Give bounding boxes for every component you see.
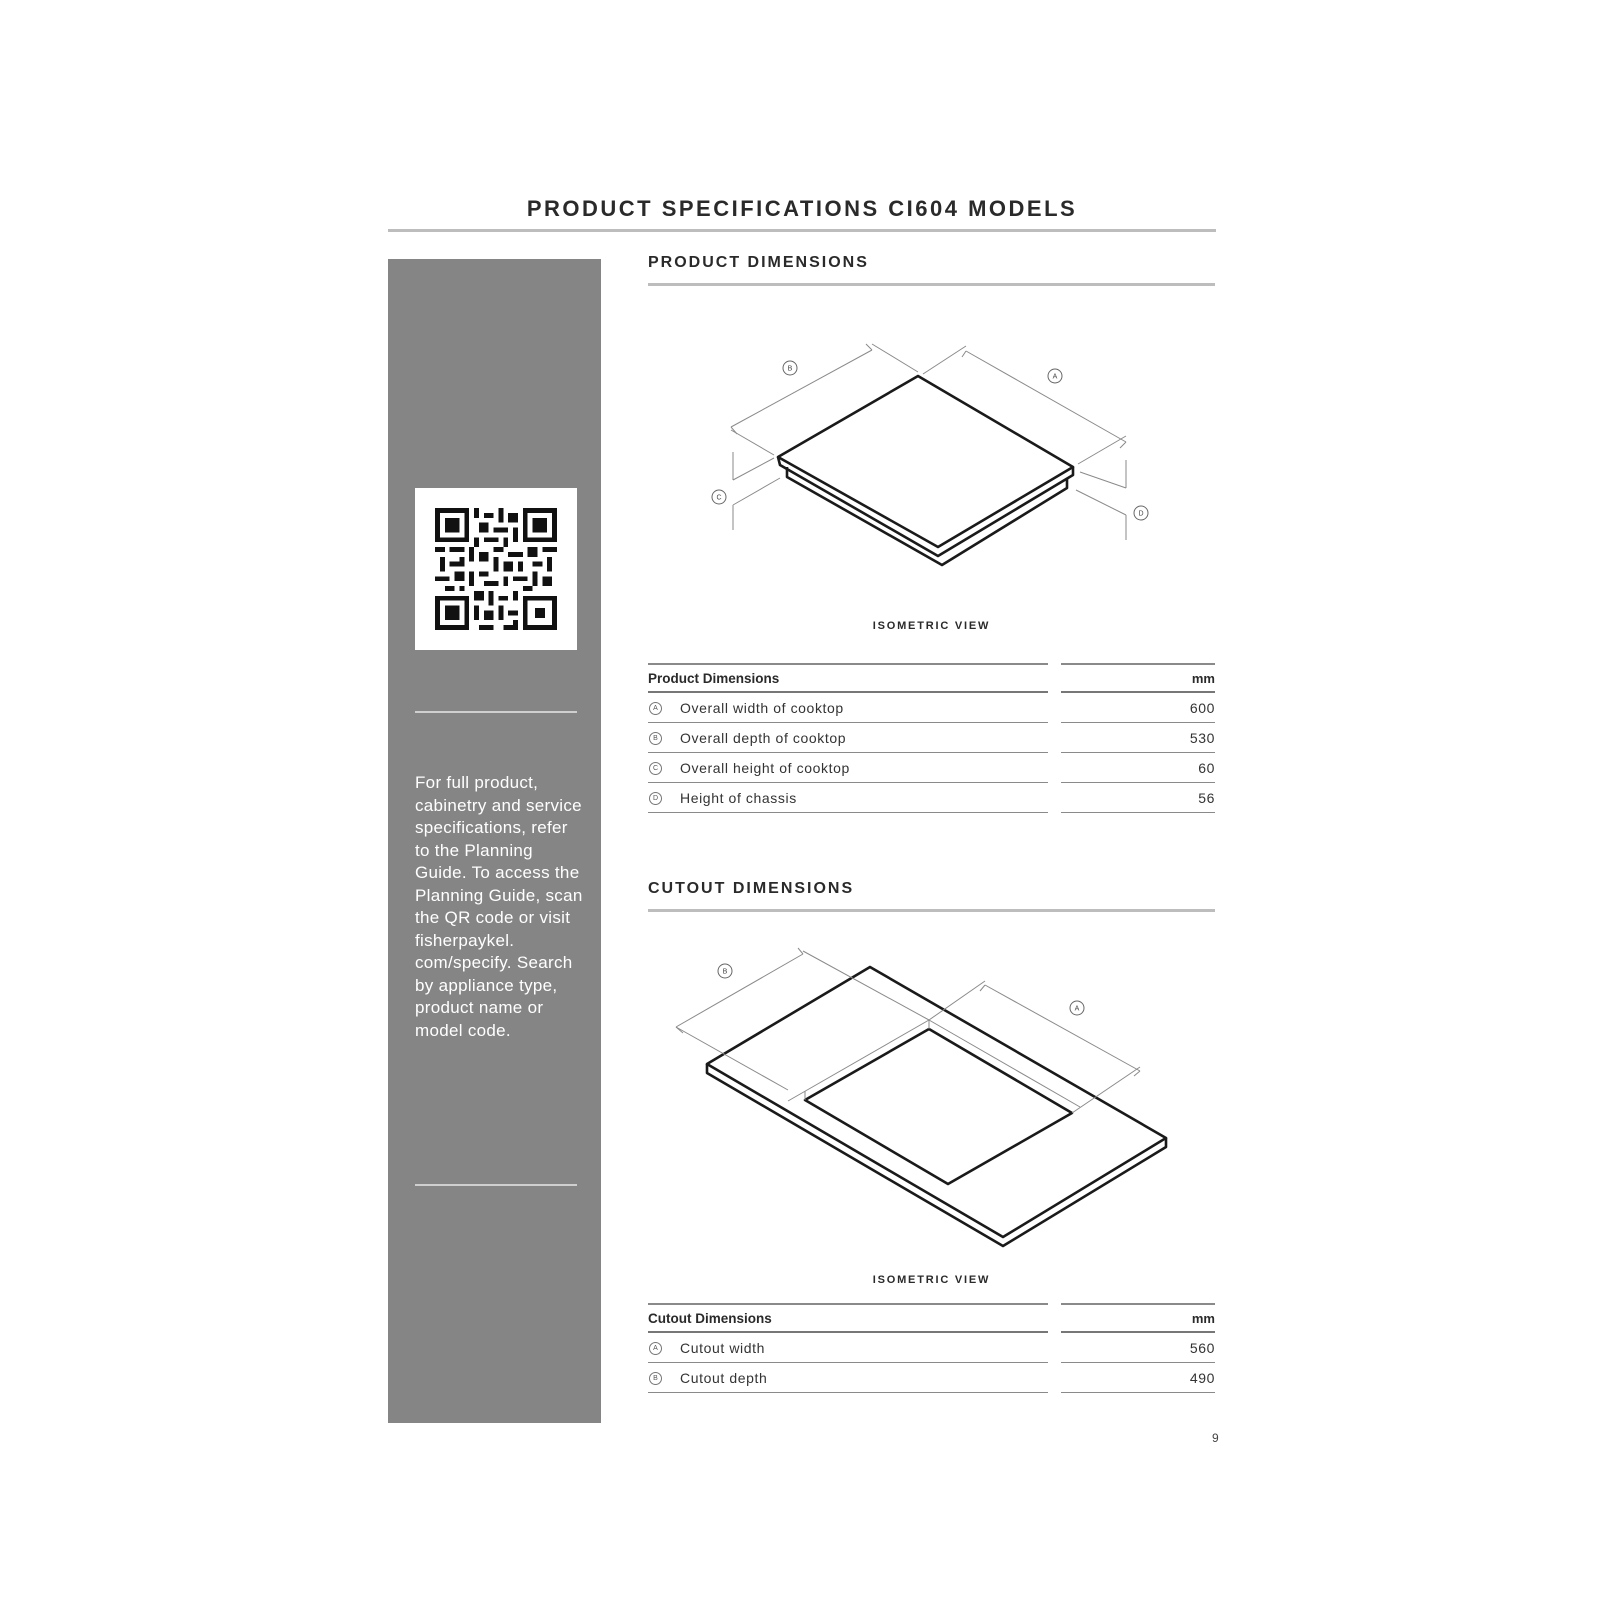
diagram-label-b: B	[787, 365, 793, 373]
table-row	[648, 1363, 1215, 1393]
cutout-table-header	[648, 1303, 1215, 1333]
table-row	[648, 783, 1215, 813]
product-table-header	[648, 663, 1215, 693]
page-number: 9	[1212, 1431, 1219, 1445]
cooktop-isometric-diagram	[648, 330, 1215, 590]
cutout-isometric-diagram	[648, 940, 1215, 1250]
sidebar-divider-top	[415, 711, 577, 713]
cutout-dimensions-table	[648, 1303, 1215, 1393]
cutout-dimensions-divider	[648, 909, 1215, 912]
row-value: 560	[1189, 1340, 1215, 1356]
row-value: 530	[1189, 730, 1215, 746]
row-label: Cutout depth	[680, 1370, 768, 1386]
qr-code[interactable]	[415, 488, 577, 650]
title-divider	[388, 229, 1216, 232]
table-row	[648, 1333, 1215, 1363]
row-label: Cutout width	[680, 1340, 766, 1356]
row-value: 600	[1189, 700, 1215, 716]
sidebar-divider-bottom	[415, 1184, 577, 1186]
cutout-dimensions-title: CUTOUT DIMENSIONS	[648, 880, 855, 897]
row-badge: B	[649, 1372, 662, 1385]
cutout-label-b: B	[722, 968, 728, 976]
row-badge: D	[649, 792, 662, 805]
row-badge: B	[649, 732, 662, 745]
table-row	[648, 693, 1215, 723]
cutout-table-header-unit: mm	[1191, 1311, 1215, 1326]
sidebar-panel	[388, 259, 601, 1423]
row-label: Height of chassis	[680, 790, 797, 806]
qr-code-icon	[435, 508, 557, 630]
product-table-header-label: Product Dimensions	[648, 671, 780, 686]
cutout-table-header-label: Cutout Dimensions	[648, 1311, 772, 1326]
diagram-label-d: D	[1138, 510, 1144, 518]
row-badge: C	[649, 762, 662, 775]
table-row	[648, 753, 1215, 783]
table-row	[648, 723, 1215, 753]
row-badge: A	[649, 1342, 662, 1355]
cutout-label-a: A	[1074, 1005, 1080, 1013]
cutout-isometric-caption: ISOMETRIC VIEW	[872, 1274, 991, 1286]
row-value: 60	[1198, 760, 1215, 776]
product-isometric-caption: ISOMETRIC VIEW	[872, 620, 991, 632]
row-value: 56	[1198, 790, 1215, 806]
diagram-label-c: C	[716, 494, 722, 502]
product-dimensions-title: PRODUCT DIMENSIONS	[648, 254, 869, 271]
row-label: Overall depth of cooktop	[680, 730, 847, 746]
page-title: PRODUCT SPECIFICATIONS CI604 MODELS	[526, 196, 1078, 221]
row-value: 490	[1189, 1370, 1215, 1386]
sidebar-info-text: For full product, cabinetry and service specifications, refer to the Planning Guide. To access the Planning Guide, scan the QR code or visit fisherpaykel. com/specify. Search by appliance type, product name or model code.	[415, 773, 583, 1040]
product-dimensions-divider	[648, 283, 1215, 286]
row-label: Overall width of cooktop	[680, 700, 844, 716]
product-dimensions-table	[648, 663, 1215, 813]
row-label: Overall height of cooktop	[680, 760, 850, 776]
product-table-header-unit: mm	[1191, 671, 1215, 686]
diagram-label-a: A	[1052, 373, 1058, 381]
row-badge: A	[649, 702, 662, 715]
